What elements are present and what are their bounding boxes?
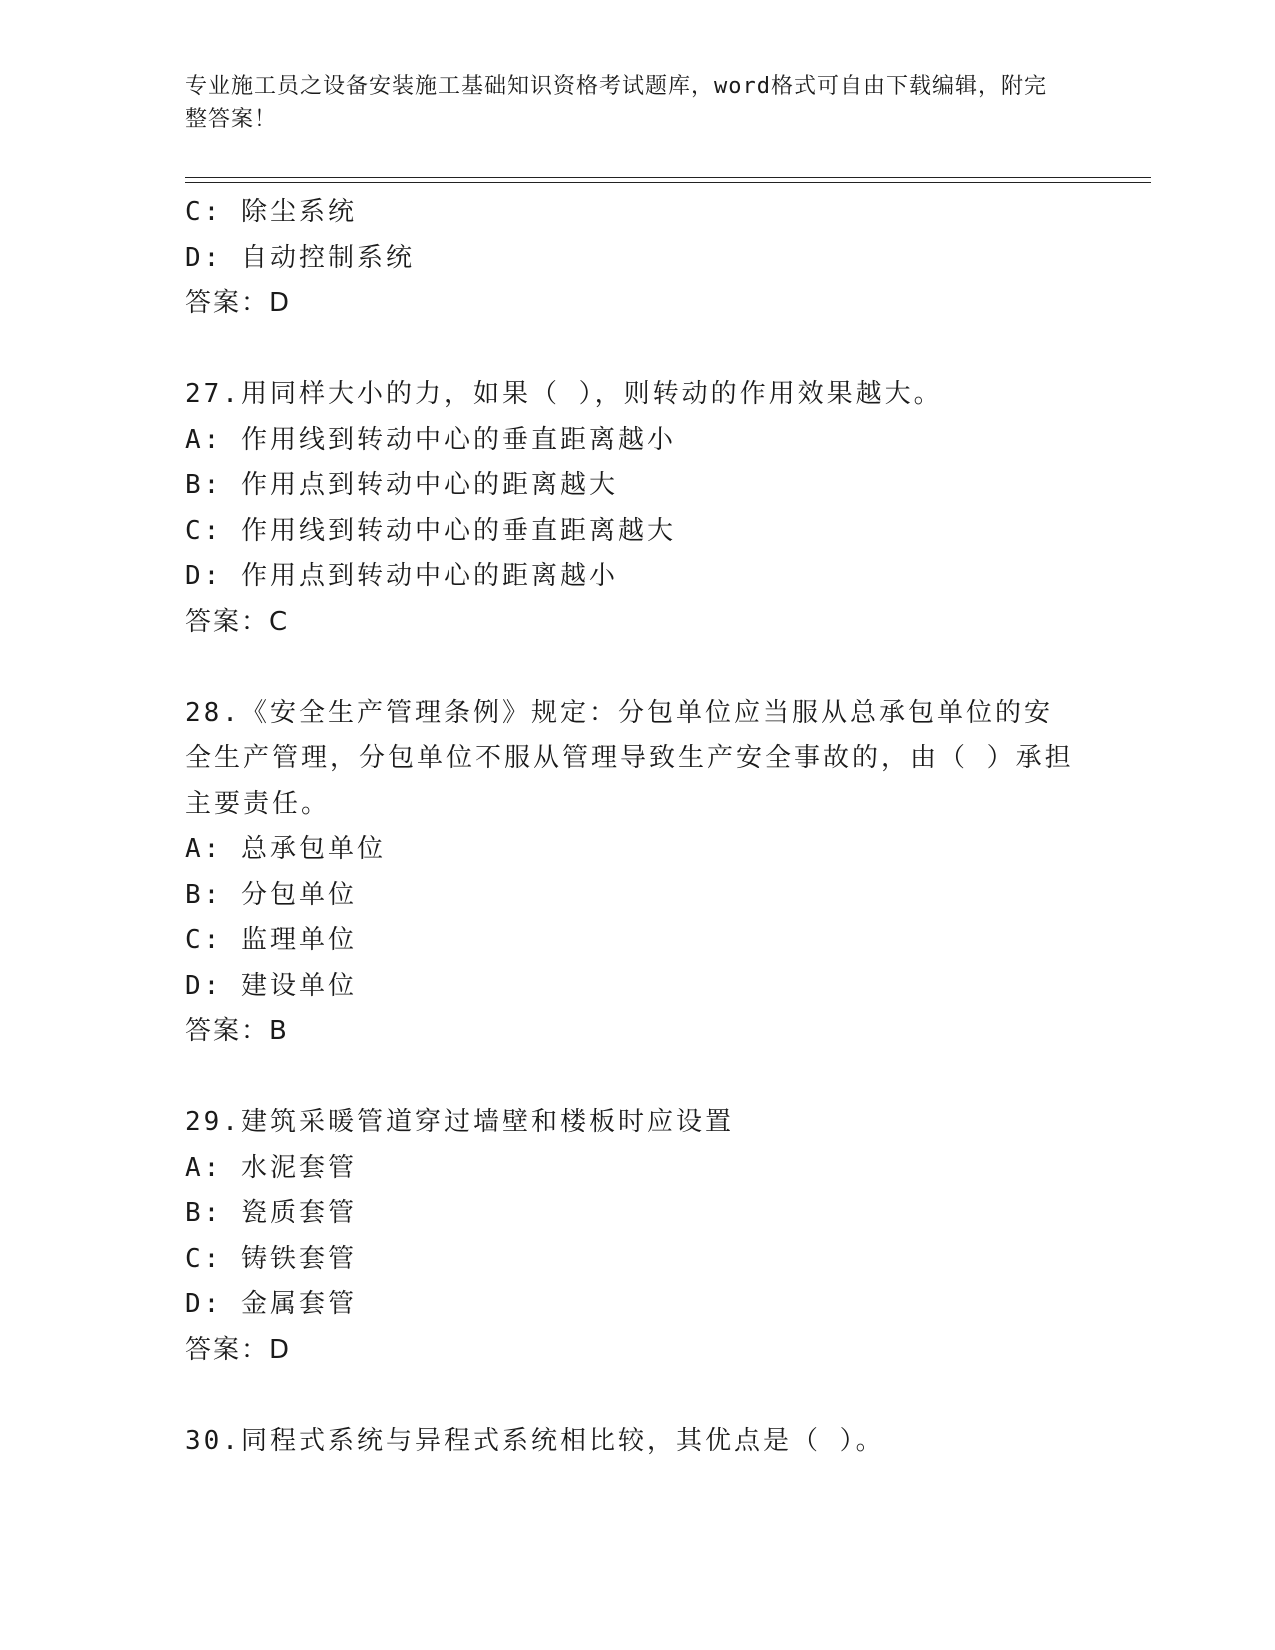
answer: 答案：C (185, 606, 290, 637)
option-c: C: 铸铁套管 (185, 1243, 357, 1274)
header-divider-top (185, 177, 1151, 178)
option-a: A: 总承包单位 (185, 834, 386, 864)
option-c: C: 作用线到转动中心的垂直距离越大 (185, 515, 676, 546)
spacer (185, 327, 1085, 373)
option-b: B: 瓷质套管 (185, 1198, 357, 1228)
header-divider-bottom (185, 182, 1151, 183)
option-d: D: 自动控制系统 (185, 242, 415, 273)
spacer (185, 1373, 1085, 1419)
question-content (185, 190, 1085, 1464)
option-a: A: 水泥套管 (185, 1152, 357, 1183)
header-text: 专业施工员之设备安装施工基础知识资格考试题库，word格式可自由下载编辑，附完整答案！ (185, 74, 1047, 132)
question-27-stem: 27.用同样大小的力，如果（ ），则转动的作用效果越大。 (185, 379, 943, 409)
option-d: D: 作用点到转动中心的距离越小 (185, 561, 618, 591)
option-d: D: 金属套管 (185, 1289, 357, 1319)
option-c: C: 监理单位 (185, 925, 357, 955)
option-b: B: 分包单位 (185, 879, 357, 910)
option-d: D: 建设单位 (185, 970, 357, 1001)
question-29-stem: 29.建筑采暖管道穿过墙壁和楼板时应设置 (185, 1107, 734, 1137)
answer: 答案：D (185, 1334, 292, 1365)
document-header (185, 70, 1065, 136)
option-c: C: 除尘系统 (185, 197, 357, 227)
option-b: B: 作用点到转动中心的距离越大 (185, 470, 618, 500)
answer: 答案：B (185, 1016, 289, 1046)
question-30-stem: 30.同程式系统与异程式系统相比较，其优点是（ ）。 (185, 1425, 885, 1456)
spacer (185, 645, 1085, 691)
answer: 答案：D (185, 288, 292, 318)
option-a: A: 作用线到转动中心的垂直距离越小 (185, 424, 676, 455)
question-28-stem: 28.《安全生产管理条例》规定：分包单位应当服从总承包单位的安全生产管理，分包单位不服从管理导致生产安全事故的，由（ ）承担主要责任。 (185, 697, 1074, 819)
spacer (185, 1055, 1085, 1101)
